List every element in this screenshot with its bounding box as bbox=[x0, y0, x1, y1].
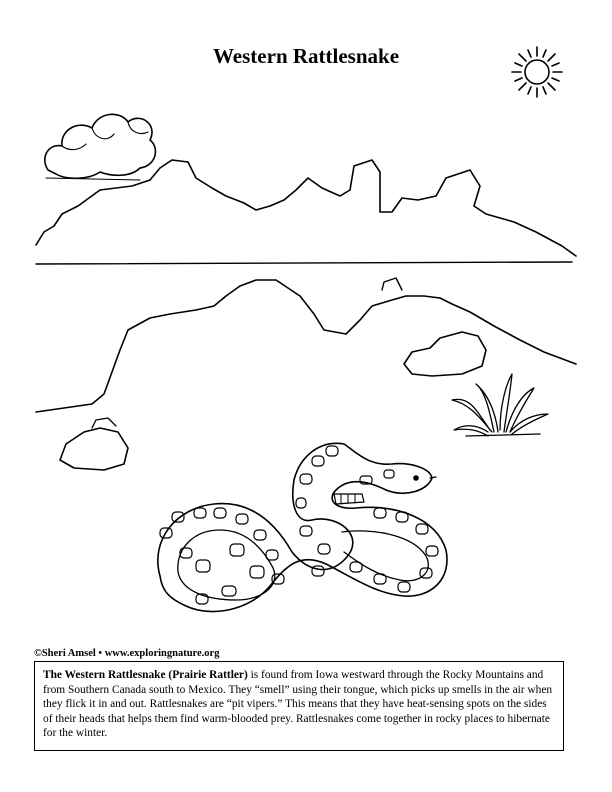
mesa-icon bbox=[36, 160, 576, 256]
sun-icon bbox=[512, 47, 562, 97]
rock-icon bbox=[60, 428, 128, 470]
rock-icon bbox=[404, 332, 486, 376]
rattlesnake-icon bbox=[158, 443, 447, 611]
description-text: is found from Iowa westward through the Rocky Mountains and from Southern Canada south to Mexico. They “smell” using their tongue, which picks up smells in the air when they flick it in and out. Rattlesnakes are “pit vipers.” This means that they have heat-sensing spots on the sides of their heads that helps them find warm-blooded prey. Rattlesnakes come together in rocky places to hibernate for the winter. bbox=[43, 669, 553, 740]
cloud-icon bbox=[45, 114, 156, 180]
yucca-plant-icon bbox=[452, 374, 548, 436]
page-title: Western Rattlesnake bbox=[212, 44, 400, 68]
description-box bbox=[34, 661, 564, 751]
mesa-icon bbox=[36, 280, 576, 412]
copyright-credit: ©Sheri Amsel • www.exploringnature.org bbox=[34, 648, 220, 659]
description-lead: The Western Rattlesnake (Prairie Rattler) bbox=[43, 669, 248, 681]
